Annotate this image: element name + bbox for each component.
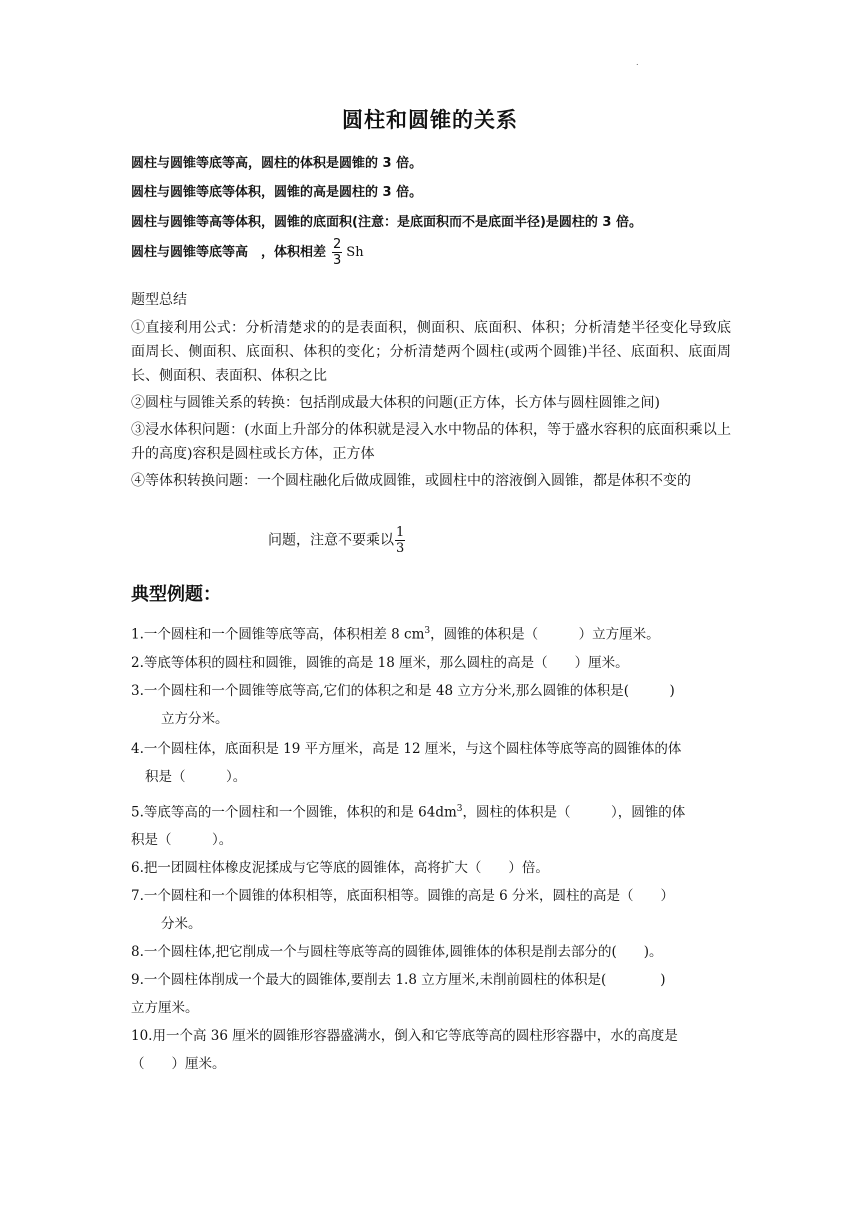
- question-4: 4.一个圆柱体，底面积是 19 平方厘米，高是 12 厘米，与这个圆柱体等底等高的圆锥体的体: [131, 740, 682, 757]
- question-list: [131, 617, 731, 1078]
- corner-mark: .: [636, 58, 639, 67]
- rule-4: [131, 238, 364, 267]
- question-1-text: 1.一个圆柱和一个圆锥等底等高，体积相差 8 cm: [131, 626, 425, 643]
- examples-heading: 典型例题：: [131, 584, 221, 605]
- summary-item-3: ③浸水体积问题：(水面上升部分的体积就是浸入水中物品的体积，等于盛水容积的底面积乘以上升的高度)容积是圆柱或长方体，正方体: [131, 422, 731, 462]
- question-7-cont: 分米。: [161, 916, 202, 932]
- fraction-denominator: 3: [396, 541, 405, 556]
- question-1: [131, 617, 731, 649]
- fraction-numerator: 1: [396, 525, 405, 540]
- rule-4-text: 圆柱与圆锥等底等高 ，体积相差: [131, 245, 327, 260]
- superscript: 3: [456, 803, 463, 814]
- question-3: 3.一个圆柱和一个圆锥等底等高,它们的体积之和是 48 立方分米,那么圆锥的体积是( ): [131, 682, 675, 699]
- rule-1: 圆柱与圆锥等底等高，圆柱的体积是圆锥的 3 倍。: [131, 156, 423, 171]
- question-3-cont: 立方分米。: [161, 710, 229, 727]
- question-10-cont: （ ）厘米。: [131, 1056, 226, 1072]
- summary-section: [131, 288, 731, 493]
- summary-item-4-text: 问题，注意不要乘以: [268, 532, 394, 549]
- summary-item-4-cont: [268, 526, 409, 555]
- question-5-text-end: ，圆柱的体积是（ ），圆锥的体: [462, 804, 686, 820]
- question-10: 10.用一个高 36 厘米的圆锥形容器盛满水，倒入和它等底等高的圆柱形容器中，水的高度是: [131, 1028, 678, 1044]
- question-4-cont: 积是（ ）。: [145, 768, 247, 785]
- question-6: 6.把一团圆柱体橡皮泥揉成与它等底的圆锥体，高将扩大（ ）倍。: [131, 860, 549, 876]
- page-title: 圆柱和圆锥的关系: [342, 108, 518, 132]
- question-5-text: 5.等底等高的一个圆柱和一个圆锥，体积的和是 64dm: [131, 804, 457, 820]
- summary-heading: 题型总结: [131, 292, 187, 308]
- summary-item-1: ①直接利用公式：分析清楚求的的是表面积，侧面积、底面积、体积；分析清楚半径变化导致底面周长、侧面积、底面积、体积的变化；分析清楚两个圆柱(或两个圆锥)半径、底面积、底面周长、侧面积、表面积、体积之比: [131, 320, 731, 384]
- question-5-cont: 积是（ ）。: [131, 832, 233, 848]
- question-1-text-end: ，圆锥的体积是（ ）立方厘米。: [430, 626, 660, 643]
- fraction-one-third: [395, 526, 405, 555]
- question-2: 2.等底等体积的圆柱和圆锥，圆锥的高是 18 厘米，那么圆柱的高是（ ）厘米。: [131, 654, 629, 671]
- rule-4-suffix: Sh: [346, 245, 364, 260]
- summary-item-4: ④等体积转换问题：一个圆柱融化后做成圆锥，或圆柱中的溶液倒入圆锥，都是体积不变的: [131, 473, 691, 489]
- question-7: 7.一个圆柱和一个圆锥的体积相等，底面积相等。圆锥的高是 6 分米，圆柱的高是（ ）: [131, 888, 675, 904]
- question-5: [131, 795, 731, 827]
- summary-item-2: ②圆柱与圆锥关系的转换：包括削成最大体积的问题(正方体，长方体与圆柱圆锥之间): [131, 395, 660, 411]
- fraction-numerator: 2: [333, 237, 342, 252]
- rule-3: 圆柱与圆锥等高等体积，圆锥的底面积(注意：是底面积而不是底面半径)是圆柱的 3 倍。: [131, 215, 642, 230]
- rule-2: 圆柱与圆锥等底等体积，圆锥的高是圆柱的 3 倍。: [131, 185, 423, 200]
- question-8: 8.一个圆柱体,把它削成一个与圆柱等底等高的圆锥体,圆锥体的体积是削去部分的( )。: [131, 944, 663, 960]
- question-9: 9.一个圆柱体削成一个最大的圆锥体,要削去 1.8 立方厘米,未削前圆柱的体积是( ): [131, 972, 666, 988]
- superscript: 3: [424, 626, 431, 636]
- question-9-cont: 立方厘米。: [131, 1000, 199, 1016]
- fraction-two-thirds: [332, 238, 342, 267]
- fraction-denominator: 3: [333, 253, 342, 268]
